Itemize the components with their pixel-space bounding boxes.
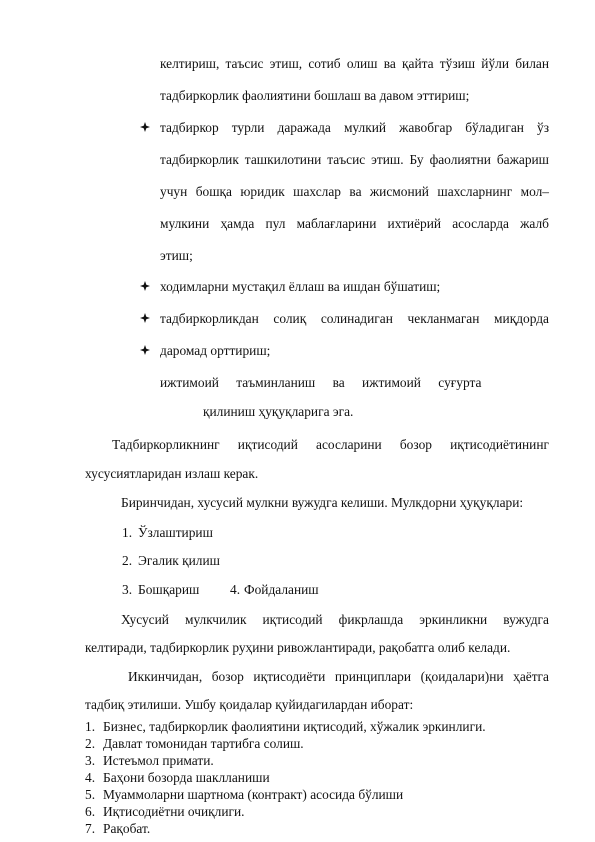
- list-item: Бошқариш: [138, 582, 200, 597]
- bullet-line: этиш;: [160, 248, 193, 263]
- paragraph-line: келтиради, тадбиркорлик руҳини ривожлантиради, рақобатга олиб келади.: [85, 640, 511, 655]
- bullet-line: қилиниш ҳуқуқларига эга.: [203, 404, 354, 419]
- paragraph-line: Биринчидан, хусусий мулкни вужудга келиши. Мулкдорни ҳуқуқлари:: [121, 495, 524, 510]
- bullet-line: тадбиркорлик ташкилотини таъсис этиш. Бу фаолиятни бажариш: [160, 152, 549, 167]
- bullet-line: ходимларни мустақил ёллаш ва ишдан бўшатиш;: [160, 279, 441, 294]
- list-item: Ўзлаштириш: [138, 525, 213, 540]
- diamond-bullet-icon: [140, 313, 150, 323]
- list-number: 2.: [85, 736, 96, 751]
- bullet-line: мулкини ҳамда пул маблағларини ихтиёрий асосларда жалб: [160, 216, 549, 231]
- diamond-bullet-icon: [140, 281, 150, 291]
- diamond-bullet-icon: [140, 122, 150, 132]
- list-number: 4.: [85, 770, 96, 785]
- bullet-line: тадбиркорликдан солиқ солинадиган чекланмаган миқдорда: [160, 311, 549, 326]
- list-item: Муаммоларни шартнома (контракт) асосида бўлиши: [103, 787, 404, 802]
- paragraph-line: хусусиятларидан излаш керак.: [85, 466, 259, 481]
- list-item: Баҳони бозорда шаклланиши: [103, 770, 270, 785]
- bullet-line: тадбиркор турли даражада мулкий жавобгар бўладиган ўз: [160, 120, 549, 135]
- list-item: Фойдаланиш: [244, 582, 319, 597]
- list-number: 3.: [85, 753, 96, 768]
- diamond-bullet-icon: [140, 345, 150, 355]
- paragraph-line: Хусусий мулкчилик иқтисодий фикрлашда эркинликни вужудга: [121, 612, 549, 627]
- list-number: 7.: [85, 821, 96, 836]
- list-item: Эгалик қилиш: [138, 553, 220, 568]
- paragraph-line: Тадбиркорликнинг иқтисодий асосларини бозор иқтисодиётининг: [112, 437, 549, 452]
- paragraph-line: тадбиқ этилиши. Ушбу қоидалар қуйидагилардан иборат:: [85, 697, 414, 712]
- bullet-line: даромад орттириш;: [160, 343, 271, 358]
- paragraph-line: Иккинчидан, бозор иқтисодиёти принциплари (қоидалари)ни ҳаётга: [128, 669, 549, 684]
- list-number: 2.: [122, 553, 133, 568]
- list-number: 1.: [122, 525, 133, 540]
- bullet-line: ижтимоий таъминланиш ва ижтимоий суғурта: [160, 375, 482, 390]
- bullet-continuation-line: келтириш, таъсис этиш, сотиб олиш ва қайта тўзиш йўли билан: [160, 56, 549, 71]
- bullet-line: учун бошқа юридик шахслар ва жисмоний шахсларнинг мол–: [160, 184, 549, 199]
- bullet-continuation-line: тадбиркорлик фаолиятини бошлаш ва давом эттириш;: [160, 88, 470, 103]
- list-item: Истеъмол примати.: [103, 753, 214, 768]
- list-number: 5.: [85, 787, 96, 802]
- list-number: 1.: [85, 719, 96, 734]
- list-number: 3.: [122, 582, 133, 597]
- list-number: 4.: [230, 582, 241, 597]
- list-item: Иқтисодиётни очиқлиги.: [103, 804, 245, 819]
- list-item: Давлат томонидан тартибга солиш.: [103, 736, 304, 751]
- list-number: 6.: [85, 804, 96, 819]
- list-item: Бизнес, тадбиркорлик фаолиятини иқтисодий, хўжалик эркинлиги.: [103, 719, 486, 734]
- list-item: Рақобат.: [103, 821, 151, 836]
